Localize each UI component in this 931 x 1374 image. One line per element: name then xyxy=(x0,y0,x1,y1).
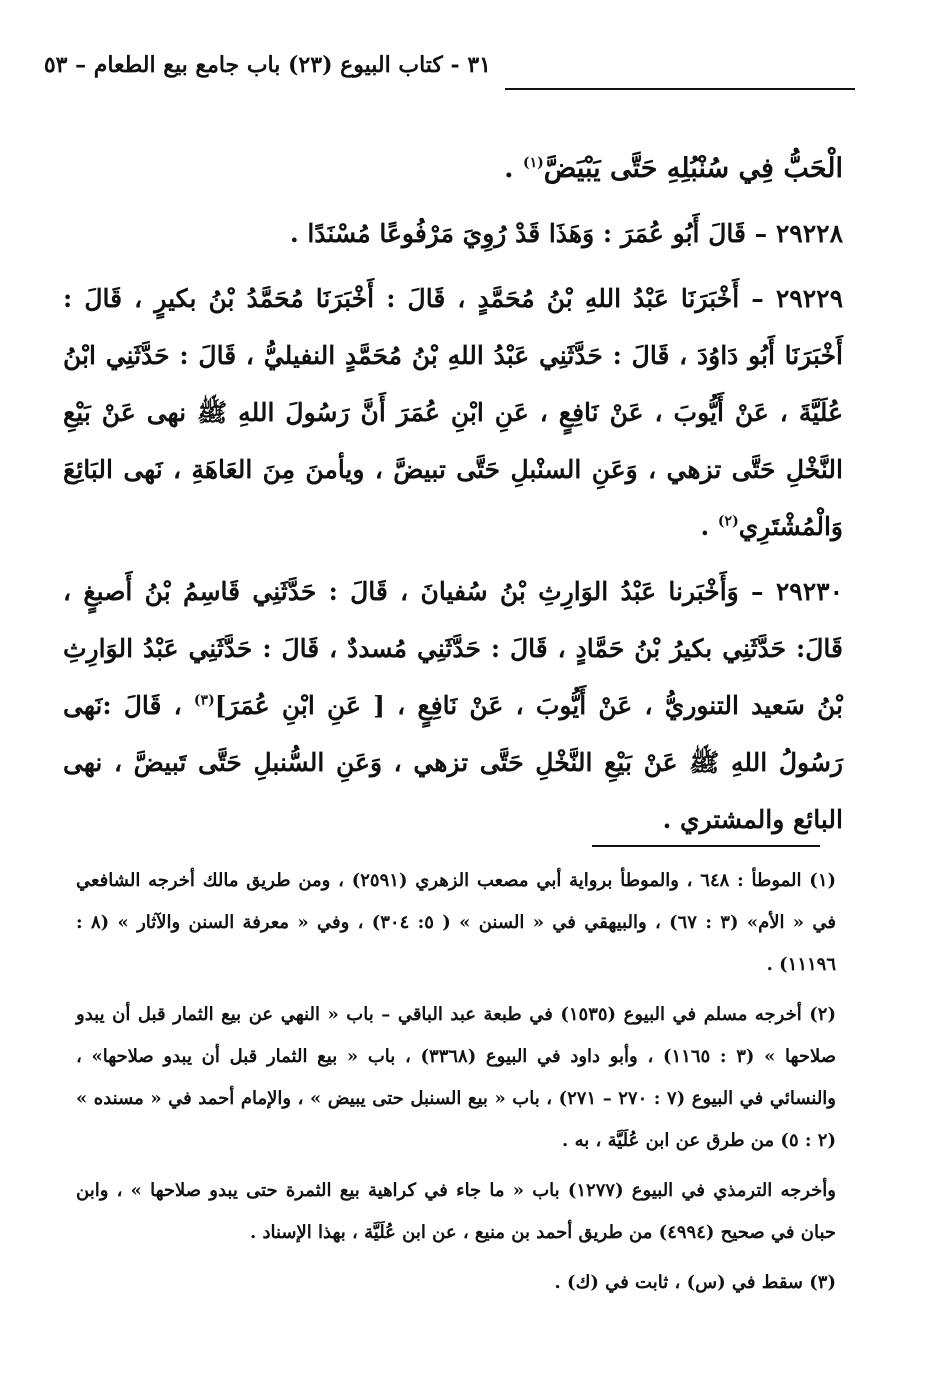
footnotes xyxy=(76,860,836,1312)
footnote-ref[interactable]: (١) xyxy=(522,155,544,171)
running-header: ٣١ - كتاب البيوع (٢٣) باب جامع بيع الطعام – ٥٣ xyxy=(43,52,491,78)
paragraph-29230 xyxy=(63,563,843,848)
footnote-ref[interactable]: (٣) xyxy=(193,692,215,709)
paragraph-text: أَخْبَرَنَا عَبْدُ اللهِ بْنُ مُحَمَّدٍ ، قَالَ : أَخْبَرَنَا مُحَمَّدُ بْنُ بكيرٍ ، قَالَ : أَخْبَرَنَا أَبُو دَاوُدَ ، قَالَ : حَدَّثَنِي عَبْدُ اللهِ بْنُ مُحَمَّدٍ النفيليُّ ، قَالَ : حَدَّثَنِي ابْنُ عُلَيَّةَ ، عَنْ أَيُّوبَ ، عَنْ نَافِعٍ ، عَنِ ابْنِ عُمَرَ أَنَّ رَسُولَ اللهِ ﷺ نهى عَنْ بَيْعِ النَّخْلِ حَتَّى تزهي ، وَعَنِ السنْبلِ حَتَّى تبيضَّ ، ويأمنَ مِنَ العَاهَةِ ، نَهى البَائِعَ وَالْمُشْتَرِي xyxy=(63,284,843,541)
paragraph-number: ٢٩٢٣٠ – xyxy=(738,577,843,606)
paragraph-29228 xyxy=(63,205,843,262)
paragraph-number: ٢٩٢٢٩ – xyxy=(739,284,843,313)
paragraph-tail: . xyxy=(700,512,718,541)
paragraph-continuation xyxy=(63,140,843,197)
paragraph-text: وَأَخْبَرنا عَبْدُ الوَارِثِ بْنُ سُفيانَ ، قَالَ : حَدَّثَنِي قَاسِمُ بْنُ أَصبغٍ ، قَالَ: حَدَّثَنِي بكيرُ بْنُ حَمَّادٍ ، قَالَ : حَدَّثَنِي مُسددٌ ، قَالَ : حَدَّثَنِي عَبْدُ الوَارِثِ بْنُ سَعيد التنوريُّ ، عَنْ أَيُّوبَ ، عَنْ نَافِعٍ ، [ عَنِ ابْنِ عُمَرَ] xyxy=(63,577,843,720)
footnote-2: (٢) أخرجه مسلم في البيوع (١٥٣٥) في طبعة عبد الباقي – باب « النهي عن بيع الثمار قبل أن يبدو صلاحها » (٣ : ١١٦٥) ، وأبو داود في البيوع (٣٣٦٨) ، باب « بيع الثمار قبل أن يبدو صلاحها» ، والنسائي في البيوع (٧ : ٢٧٠ – ٢٧١) ، باب « بيع السنبل حتى يبيض » ، والإمام أحمد في « مسنده » (٢ : ٥) من طرق عن ابن عُلَيَّة ، به . xyxy=(76,1004,836,1151)
paragraph-text: الْحَبُّ فِي سُنْبُلِهِ حَتَّى يَبْيَضَّ xyxy=(543,153,843,184)
main-text xyxy=(63,140,843,856)
paragraph-29229 xyxy=(63,270,843,555)
paragraph-tail: ، قَالَ :نَهى رَسُولُ اللهِ ﷺ عَنْ بَيْعِ النَّخْلِ حَتَّى تزهي ، وَعَنِ السُّنبلِ حَتَّى تَبيضَّ ، نهى البائع والمشتري . xyxy=(63,691,843,834)
header-rule xyxy=(505,88,855,90)
footnote-3: (٣) سقط في (س) ، ثابت في (ك) . xyxy=(554,1272,836,1293)
paragraph-tail: . xyxy=(504,153,523,184)
footnote-1: (١) الموطأ : ٦٤٨ ، والموطأ برواية أبي مصعب الزهري (٢٥٩١) ، ومن طريق مالك أخرجه الشافعي في « الأم» (٣ : ٦٧) ، والبيهقي في « السنن » ( ٥: ٣٠٤) ، وفي « معرفة السنن والآثار » (٨ : ١١١٩٦) . xyxy=(76,870,837,975)
footnote-2-continued: وأخرجه الترمذي في البيوع (١٢٧٧) باب « ما جاء في كراهية بيع الثمرة حتى يبدو صلاحها » ، وابن حبان في صحيح (٤٩٩٤) من طريق أحمد بن منيع ، عن ابن عُلَيَّة ، بهذا الإسناد . xyxy=(76,1180,836,1243)
footnote-ref[interactable]: (٢) xyxy=(717,513,739,530)
paragraph-text: قَالَ أَبُو عُمَرَ : وَهَذَا قَدْ رُوِيَ مَرْفُوعًا مُسْنَدًا . xyxy=(289,219,746,248)
footnote-rule xyxy=(592,845,820,847)
paragraph-number: ٢٩٢٢٨ – xyxy=(745,219,843,248)
